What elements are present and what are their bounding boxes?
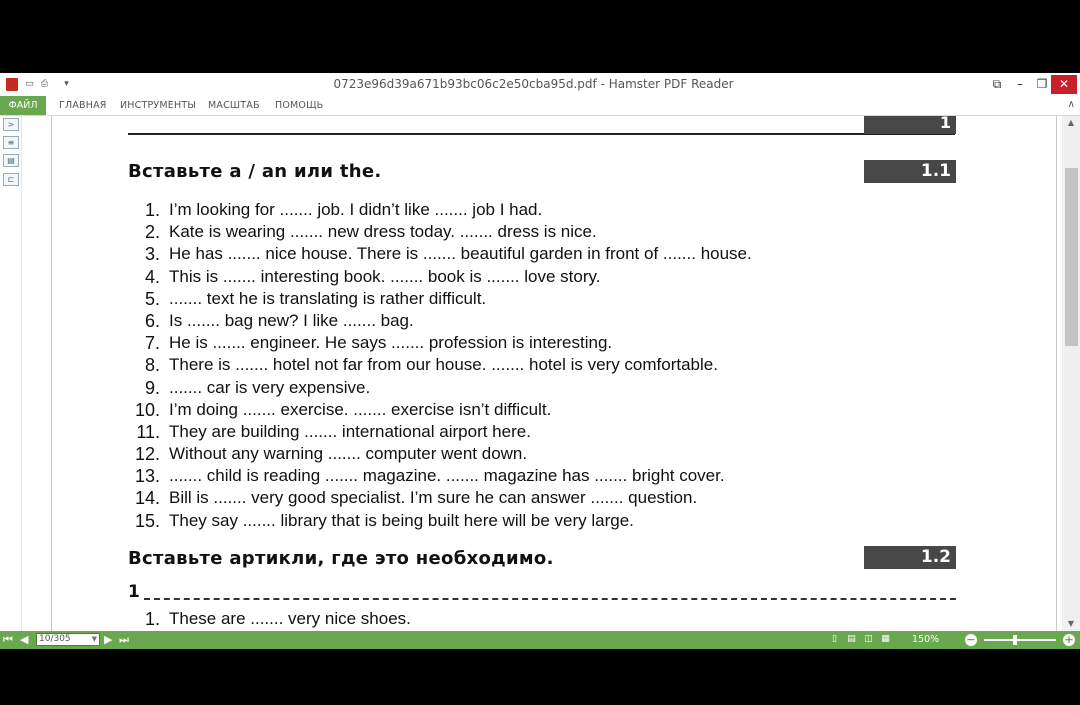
pdf-page <box>51 116 1057 631</box>
list-item: 12. Without any warning ....... computer went down. <box>134 444 528 465</box>
list-item: 9. ....... car is very expensive. <box>144 377 371 398</box>
next-page-icon[interactable]: ▶ <box>104 633 113 646</box>
list-item: 10. I’m doing ....... exercise. ....... exercise isn’t difficult. <box>134 399 552 420</box>
document-viewport[interactable] <box>22 116 1062 631</box>
list-item: 14. Bill is ....... very good specialist. I’m sure he can answer ....... question. <box>134 488 698 509</box>
two-page-icon[interactable]: ◫ <box>864 634 873 644</box>
list-item: 2. Kate is wearing ....... new dress today. ....... dress is nice. <box>144 222 597 243</box>
title-bar <box>0 73 1080 96</box>
minimize-button[interactable]: – <box>1017 77 1023 91</box>
list-item: 3. He has ....... nice house. There is ....... beautiful garden in front of ....... house. <box>144 244 752 265</box>
chapter-number-box: 1 <box>864 116 956 134</box>
prev-page-icon[interactable]: ◀ <box>20 633 29 646</box>
collapse-ribbon-icon[interactable]: ∧ <box>1067 99 1075 110</box>
status-bar <box>0 631 1080 649</box>
zoom-out-button[interactable]: − <box>966 633 976 646</box>
tab-help[interactable]: ПОМОЩЬ <box>275 100 324 111</box>
zoom-slider[interactable] <box>984 639 1056 641</box>
vertical-scrollbar[interactable] <box>1062 116 1080 631</box>
subsection-number: 1 <box>128 582 140 602</box>
side-panel <box>0 116 22 631</box>
zoom-slider-handle[interactable] <box>1013 635 1017 645</box>
section-2-heading: Вставьте артикли, где это необходимо. <box>128 548 554 569</box>
last-page-icon[interactable]: ⏭ <box>119 633 129 646</box>
dashed-divider <box>144 598 956 600</box>
chevron-down-icon[interactable]: ▼ <box>91 635 97 643</box>
window-title: 0723e96d39a671b93bc06c2e50cba95d.pdf - Hamster PDF Reader <box>333 77 734 91</box>
list-item: 4. This is ....... interesting book. ....... book is ....... love story. <box>144 266 601 287</box>
list-item: 6. Is ....... bag new? I like ....... bag. <box>144 310 414 331</box>
expand-panel-icon[interactable]: > <box>3 118 19 131</box>
list-item: 15. They say ....... library that is being built here will be very large. <box>134 510 634 531</box>
dropdown-icon[interactable]: ▾ <box>64 79 69 89</box>
top-rule <box>128 133 955 135</box>
bookmarks-icon[interactable]: ⊏ <box>3 173 19 186</box>
print-icon[interactable]: ⎙ <box>40 79 49 89</box>
list-item: 11. They are building ....... international airport here. <box>136 421 531 442</box>
thumbnails-icon[interactable]: ≡ <box>3 136 19 149</box>
scroll-thumb[interactable] <box>1065 168 1078 346</box>
list-item: 7. He is ....... engineer. He says ....... profession is interesting. <box>144 333 613 354</box>
two-page-continuous-icon[interactable]: ▦ <box>881 634 890 644</box>
tab-zoom[interactable]: МАСШТАБ <box>208 100 260 111</box>
page-number-field[interactable]: 10/305 ▼ <box>36 633 100 646</box>
open-icon[interactable]: ▭ <box>25 79 34 89</box>
ribbon <box>0 96 1080 116</box>
list-item: 5. ....... text he is translating is rather difficult. <box>144 288 487 309</box>
pages-icon[interactable]: ▤ <box>3 154 19 167</box>
maximize-button[interactable]: ❐ <box>1036 77 1048 91</box>
first-page-icon[interactable]: ⏮ <box>3 633 13 646</box>
tab-tools[interactable]: ИНСТРУМЕНТЫ <box>120 100 196 111</box>
zoom-level: 150% <box>912 634 940 645</box>
tab-file[interactable]: ФАЙЛ <box>0 96 46 115</box>
list-item: 1. I’m looking for ....... job. I didn’t like ....... job I had. <box>144 200 543 220</box>
section-1-number-box: 1.1 <box>864 160 956 183</box>
list-item: 1. These are ....... very nice shoes. <box>144 609 411 629</box>
close-button[interactable]: ✕ <box>1051 75 1077 94</box>
list-item: 8. There is ....... hotel not far from our house. ....... hotel is very comfortable. <box>144 355 718 376</box>
tab-home[interactable]: ГЛАВНАЯ <box>59 100 107 111</box>
scroll-down-icon[interactable]: ▼ <box>1067 619 1075 628</box>
fullscreen-button[interactable]: ⧉ <box>992 77 1002 91</box>
zoom-in-button[interactable]: + <box>1064 633 1074 646</box>
continuous-icon[interactable]: ▤ <box>847 634 856 644</box>
scroll-up-icon[interactable]: ▲ <box>1067 118 1075 127</box>
section-1-heading: Вставьте a / an или the. <box>128 161 382 182</box>
exercise-list <box>128 200 908 533</box>
single-page-icon[interactable]: ▯ <box>832 634 837 644</box>
list-item: 13. ....... child is reading ....... magazine. ....... magazine has ....... bright cover. <box>134 466 725 487</box>
section-2-number-box: 1.2 <box>864 546 956 569</box>
pdf-reader-window <box>0 73 1080 649</box>
